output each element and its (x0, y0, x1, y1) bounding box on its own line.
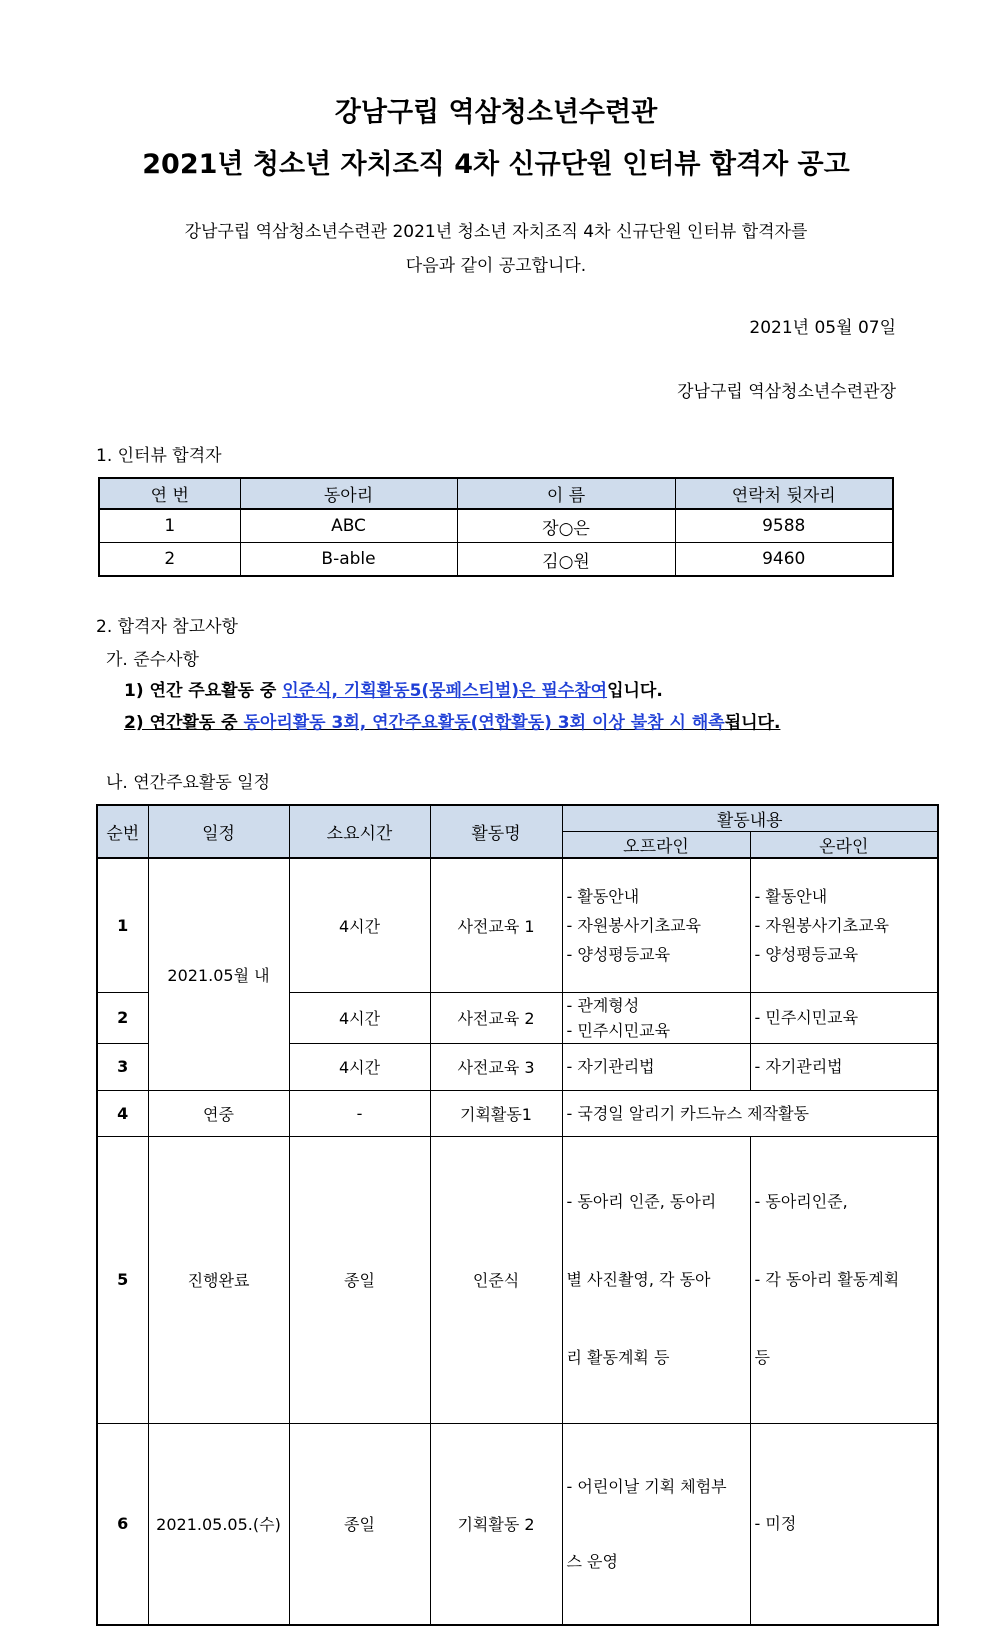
cell-no: 6 (97, 1423, 148, 1625)
table-row (97, 1136, 938, 1423)
header-club: 동아리 (240, 478, 457, 509)
header-activity-name: 활동명 (430, 805, 562, 858)
list-item: - 활동안내 (754, 886, 828, 906)
cell-no: 2 (99, 543, 240, 577)
cell-online (750, 1136, 938, 1423)
list-item: 리 활동계획 등 (566, 1347, 670, 1367)
page-subtitle: 2021년 청소년 자치조직 4차 신규단원 인터뷰 합격자 공고 (142, 149, 850, 180)
list-item: - 자원봉사기초교육 (566, 915, 702, 935)
cell-no: 3 (97, 1043, 148, 1090)
cell-online (750, 1043, 938, 1090)
table-row (97, 1423, 938, 1625)
list-item: 등 (754, 1347, 770, 1367)
list-item: - 관계형성 (566, 995, 640, 1015)
subsection-b-heading: 나. 연간주요활동 일정 (106, 773, 271, 793)
section-2-heading: 2. 합격자 참고사항 (96, 617, 238, 637)
cell-duration: - (289, 1090, 430, 1136)
cell-online (750, 1423, 938, 1625)
list-item: - 양성평등교육 (754, 944, 859, 964)
list-item: - 민주시민교육 (754, 1008, 859, 1027)
table-row (99, 543, 893, 577)
list-item: - 활동안내 (566, 886, 640, 906)
header-date: 일정 (148, 805, 289, 858)
cell-club: ABC (240, 509, 457, 543)
cell-no: 1 (97, 858, 148, 992)
notice-date: 2021년 05월 07일 (749, 318, 896, 338)
cell-club: B-able (240, 543, 457, 577)
cell-offline (562, 1043, 750, 1090)
cell-offline (562, 992, 750, 1043)
header-online: 온라인 (750, 832, 938, 859)
cell-offline (562, 858, 750, 992)
rule-1-highlight: 인준식, 기획활동5(몽페스티벌)은 필수참여 (282, 681, 608, 701)
rule-1 (124, 676, 663, 701)
cell-activity-name: 기획활동1 (430, 1090, 562, 1136)
cell-date: 연중 (148, 1090, 289, 1136)
cell-date: 2021.05.05.(수) (148, 1423, 289, 1625)
table-row (97, 858, 938, 992)
list-item: - 어린이날 기획 체험부 (566, 1476, 727, 1496)
cell-duration: 종일 (289, 1136, 430, 1423)
header-no: 순번 (97, 805, 148, 858)
header-phone: 연락처 뒷자리 (675, 478, 893, 509)
cell-duration: 4시간 (289, 1043, 430, 1090)
issuer: 강남구립 역삼청소년수련관장 (677, 382, 896, 402)
list-item: - 동아리 인준, 동아리 (566, 1191, 717, 1211)
schedule-header-row (97, 805, 938, 832)
cell-activity-name: 기획활동 2 (430, 1423, 562, 1625)
list-item: - 국경일 알리기 카드뉴스 제작활동 (566, 1103, 810, 1123)
header-offline: 오프라인 (562, 832, 750, 859)
cell-activity-name: 사전교육 3 (430, 1043, 562, 1090)
list-item: 스 운영 (566, 1551, 618, 1571)
cell-content-merged (562, 1090, 938, 1136)
cell-offline (562, 1423, 750, 1625)
cell-phone: 9460 (675, 543, 893, 577)
list-item: 별 사진촬영, 각 동아 (566, 1269, 711, 1289)
list-item: - 자기관리법 (566, 1057, 655, 1076)
table-row (97, 1090, 938, 1136)
rule-1-post: 입니다. (607, 681, 663, 701)
cell-phone: 9588 (675, 509, 893, 543)
cell-offline (562, 1136, 750, 1423)
cell-no: 1 (99, 509, 240, 543)
cell-online (750, 858, 938, 992)
cell-date: 2021.05월 내 (148, 858, 289, 1090)
rule-2 (124, 708, 780, 733)
list-item: - 동아리인준, (754, 1191, 848, 1211)
list-item: - 미정 (754, 1514, 797, 1533)
header-duration: 소요시간 (289, 805, 430, 858)
section-1-heading: 1. 인터뷰 합격자 (96, 446, 222, 466)
passers-table (98, 477, 894, 577)
cell-name: 김○원 (457, 543, 675, 577)
page-title: 강남구립 역삼청소년수련관 (334, 97, 658, 128)
rule-2-pre: 2) 연간활동 중 (124, 713, 244, 733)
cell-name: 장○은 (457, 509, 675, 543)
intro-line-1: 강남구립 역삼청소년수련관 2021년 청소년 자치조직 4차 신규단원 인터뷰 합격자를 (184, 222, 808, 242)
list-item: - 각 동아리 활동계획 (754, 1269, 900, 1289)
schedule-table (96, 804, 939, 1626)
header-name: 이 름 (457, 478, 675, 509)
cell-duration: 종일 (289, 1423, 430, 1625)
cell-online (750, 992, 938, 1043)
cell-duration: 4시간 (289, 992, 430, 1043)
list-item: - 자기관리법 (754, 1057, 843, 1076)
cell-duration: 4시간 (289, 858, 430, 992)
cell-no: 2 (97, 992, 148, 1043)
cell-activity-name: 인준식 (430, 1136, 562, 1423)
cell-no: 4 (97, 1090, 148, 1136)
table-header-row (99, 478, 893, 509)
rule-2-highlight: 동아리활동 3회, 연간주요활동(연합활동) 3회 이상 불참 시 해촉 (243, 713, 725, 733)
header-content: 활동내용 (562, 805, 938, 832)
list-item: - 민주시민교육 (566, 1020, 671, 1040)
intro-line-2: 다음과 같이 공고합니다. (405, 256, 587, 276)
list-item: - 자원봉사기초교육 (754, 915, 890, 935)
subsection-a-heading: 가. 준수사항 (106, 650, 199, 670)
cell-activity-name: 사전교육 1 (430, 858, 562, 992)
rule-2-post: 됩니다. (724, 713, 781, 733)
cell-no: 5 (97, 1136, 148, 1423)
list-item: - 양성평등교육 (566, 944, 671, 964)
header-no: 연 번 (99, 478, 240, 509)
rule-1-pre: 1) 연간 주요활동 중 (124, 681, 283, 701)
cell-date: 진행완료 (148, 1136, 289, 1423)
cell-activity-name: 사전교육 2 (430, 992, 562, 1043)
table-row (99, 509, 893, 543)
